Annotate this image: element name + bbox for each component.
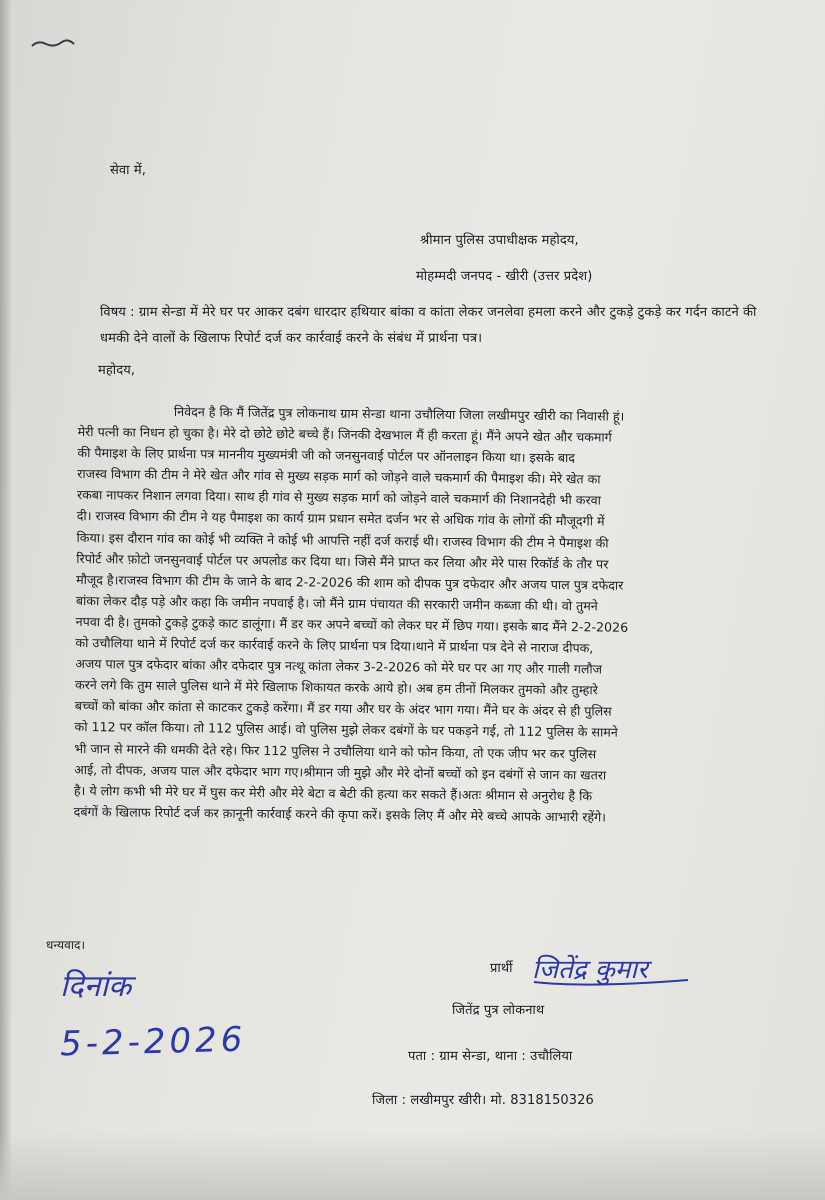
signature-text: जितेंद्र कुमार: [532, 955, 648, 985]
body-line: नपवा दी है। तुमको टुकड़े टुकड़े काट डालूंगा। मैं डर कर अपने बच्चों को लेकर घर में छिप गया। इसके बाद मैंने 2-2-2026: [75, 613, 629, 635]
paper-shadow: [0, 0, 12, 1200]
letter-body: [74, 400, 758, 829]
body-line: मेरी पत्नी का निधन हो चुका है। मेरे दो छोटे छोटे बच्चे हैं। जिनकी देखभाल मैं ही करता हूं। मैंने अपने खेत और चकमार्ग: [77, 424, 612, 445]
paper-bottom-shadow: [0, 1130, 825, 1200]
body-line: भी जान से मारने की धमकी देते रहे। फिर 112 पुलिस ने उचौलिया थाने को फोन किया, तो एक जीप भर कर पुलिस: [74, 740, 597, 761]
handwritten-date-label-text: दिनांक: [60, 969, 132, 1004]
body-line: है। ये लोग कभी भी मेरे घर में घुस कर मेरी और मेरे बेटा व बेटी की हत्या कर सकते हैं।अतः श्रीमान से अनुरोध है कि: [73, 782, 593, 804]
salutation: सेवा में,: [110, 163, 146, 178]
body-line: किया। इस दौरान गांव का कोई भी व्यक्ति ने कोई भी आपत्ति नहीं दर्ज कराई थी। राजस्व विभाग की टीम ने पैमाइश की: [76, 529, 609, 551]
handwritten-date-label: [58, 960, 158, 1010]
body-line: मौजूद है।राजस्व विभाग की टीम के जाने के बाद 2-2-2026 की शाम को दीपक पुत्र दफेदार और अजय पाल पुत्र दफेदार: [76, 571, 624, 593]
body-line: राजस्व विभाग की टीम ने मेरे खेत और गांव से मुख्य सड़क मार्ग को जोड़ने वाले चकमार्ग की पैमाइश की। मेरे खेत का: [77, 466, 601, 487]
body-line: को 112 पर कॉल किया। तो 112 पुलिस आई। वो पुलिस मुझे लेकर दबंगों के घर पकड़ने गई, तो 112 पुलिस के सामने: [74, 719, 618, 741]
applicant-district-contact: जिला : लखीमपुर खीरी। मो. 8318150326: [372, 1093, 594, 1108]
greeting: महोदय,: [98, 363, 136, 378]
closing: धन्यवाद।: [46, 938, 86, 952]
body-line: अजय पाल पुत्र दफेदार बांका और दफेदार पुत्र नत्थू कांता लेकर 3-2-2026 को मेरे घर पर आ गए और गाली गलौज: [75, 656, 603, 677]
body-line: को उचौलिया थाने में रिपोर्ट दर्ज कर कार्रवाई करने के लिए प्रार्थना पत्र दिया।थाने में प्रार्थना पत्र देने से नाराज दीपक,: [75, 635, 594, 656]
body-line: बांका लेकर दौड़ पड़े और कहा कि जमीन नपवाई है। जो मैंने ग्राम पंचायत की सरकारी जमीन कब्जा की थी। वो तुमने: [75, 592, 598, 614]
handwritten-date: 5-2-2026: [59, 1019, 247, 1065]
applicant-signature: [528, 944, 698, 994]
body-line: दबंगों के खिलाफ रिपोर्ट दर्ज कर क़ानूनी कार्रवाई करने की कृपा करें। इसके लिए मैं और मेरे बच्चे आपके आभारी रहेंगे।: [73, 803, 607, 825]
body-line: करने लगे कि तुम साले पुलिस थाने में मेरे खिलाफ शिकायत करके आये हो। अब हम तीनों मिलकर तुमको और तुम्हारे: [74, 677, 598, 698]
body-line: आई, तो दीपक, अजय पाल और दफेदार भाग गए।श्रीमान जी मुझे और मेरे दोनों बच्चों को इन दबंगों से जान का खतरा: [74, 761, 607, 783]
pen-mark-scribble: [28, 30, 78, 54]
applicant-address: पता : ग्राम सेन्डा, थाना : उचौलिया: [408, 1049, 573, 1064]
body-line: रिपोर्ट और फ़ोटो जनसुनवाई पोर्टल पर अपलोड कर दिया था। जिसे मैंने प्राप्त कर लिया और मेरे पास रिकॉर्ड के तौर पर: [76, 550, 609, 572]
recipient-line-2: मोहम्मदी जनपद - खीरी (उत्तर प्रदेश): [416, 269, 593, 284]
body-line: निवेदन है कि मैं जितेंद्र पुत्र लोकनाथ ग्राम सेन्डा थाना उचौलिया जिला लखीमपुर खीरी का निवासी हूं।: [173, 404, 625, 424]
recipient-line-1: श्रीमान पुलिस उपाधीक्षक महोदय,: [420, 233, 579, 248]
body-line: रकबा नापकर निशान लगवा दिया। साथ ही गांव से मुख्य सड़क मार्ग को जोड़ने वाले चकमार्ग की निशानदेही भी करवा: [76, 487, 601, 508]
applicant-name: जितेंद्र पुत्र लोकनाथ: [452, 1003, 545, 1018]
body-line: बच्चों को बांका और कांता से काटकर टुकड़े करेंगा। मैं डर गया और घर के अंदर भाग गया। मैंने घर के अंदर से ही पुलिस: [74, 698, 612, 719]
body-line: दी। राजस्व विभाग की टीम ने यह पैमाइश का कार्य ग्राम प्रधान समेत दर्जन भर से अधिक गांव के लोगों की मौजूदगी में: [76, 508, 605, 529]
body-line: की पैमाइश के लिए प्रार्थना पत्र माननीय मुख्यमंत्री जी को जनसुनवाई पोर्टल पर ऑनलाइन किया था। इसके बाद: [77, 445, 576, 466]
applicant-label: प्रार्थी: [490, 961, 513, 976]
subject: विषय : ग्राम सेन्डा में मेरे घर पर आकर दबंग धारदार हथियार बांका व कांता लेकर जनलेवा हमला करने और टुकड़े टुकड़े कर गर्दन काटने की धमकी देने वालों के खिलाफ रिपोर्ट दर्ज कर कार्रवाई करने के संबंध में प्रार्थना पत्र।: [100, 305, 757, 346]
